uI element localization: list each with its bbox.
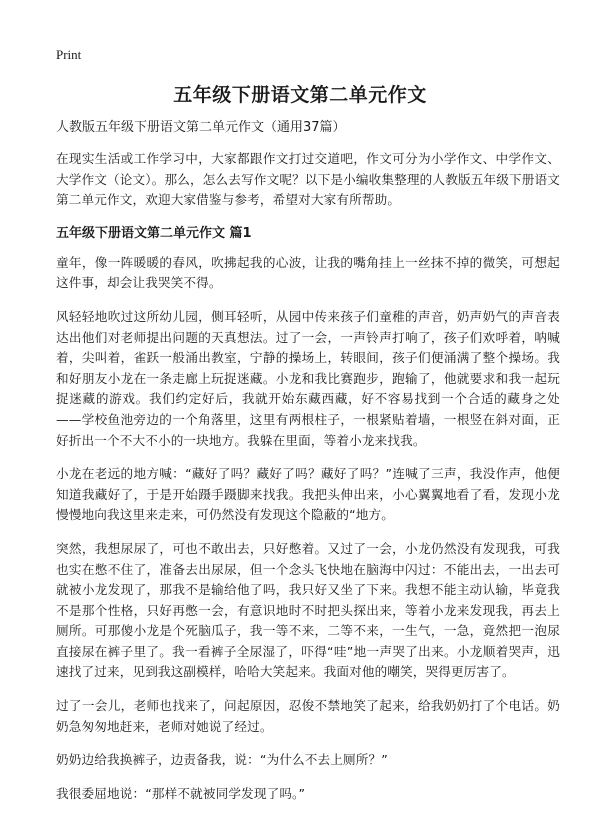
- body-paragraph: 奶奶边给我换裤子，边责备我，说：“为什么不去上厕所？”: [56, 752, 388, 768]
- document-body: [56, 118, 560, 817]
- body-paragraph: 我很委屈地说：“那样不就被同学发现了吗。”: [56, 785, 306, 801]
- document-subtitle: 人教版五年级下册语文第二单元作文（通用37篇）: [56, 120, 346, 135]
- body-paragraph: 过了一会儿，老师也找来了，问起原因，忍俊不禁地笑了起来，给我奶奶打了个电话。奶奶急匆匆地赶来，老师对她说了经过。: [56, 698, 560, 734]
- body-paragraph: 风轻轻地吹过这所幼儿园，侧耳轻听，从园中传来孩子们童稚的声音，奶声奶气的声音表达出他们对老师提出问题的天真想法。过了一会，一声铃声打响了，孩子们欢呼着，呐喊着，尖叫着，雀跃一般涌出教室，宁静的操场上，转眼间，孩子们便涌满了整个操场。我和好朋友小龙在一条走廊上玩捉迷藏。小龙和我比赛跑步，跑输了，他就要求和我一起玩捉迷藏的游戏。我们约定好后，我就开始东藏西藏，好不容易找到一个合适的藏身之处——学校鱼池旁边的一个角落里，这里有两根柱子，一根紧贴着墙，一根竖在斜对面，正好折出一个不大不小的一块地方。我躲在里面，等着小龙来找我。: [56, 308, 560, 448]
- body-paragraph: 童年，像一阵暖暖的春风，吹拂起我的心波，让我的嘴角挂上一丝抹不掉的微笑，可想起这件事，却会让我哭笑不得。: [56, 254, 560, 291]
- page-title: 五年级下册语文第二单元作文: [173, 84, 427, 106]
- body-paragraph: 突然，我想尿尿了，可也不敢出去，只好憋着。又过了一会，小龙仍然没有发现我，可我也实在憋不住了，准备去出尿尿，但一个念头飞快地在脑海中闪过：不能出去，一出去可就被小龙发现了，那我不是输给他了吗，我只好又坐了下来。我想不能主动认输，毕竟我不是那个性格，只好再憋一会，有意识地时不时把头探出来，等着小龙来发现我，再去上厕所。可那傻小龙是个死脑瓜子，我一等不来，二等不来，一生气，一急，竟然把一泡尿直接尿在裤子里了。我一看裤子全尿湿了，吓得“哇”地一声哭了出来。小龙顺着哭声，迅速找了过来，见到我这副模样，哈哈大笑起来。我面对他的嘲笑，哭得更厉害了。: [56, 540, 560, 680]
- intro-paragraph: 在现实生活或工作学习中，大家都跟作文打过交道吧，作文可分为小学作文、中学作文、大学作文（论文）。那么，怎么去写作文呢？以下是小编收集整理的人教版五年级下册语文第二单元作文，欢迎大家借鉴与参考，希望对大家有所帮助。: [56, 151, 560, 208]
- print-link[interactable]: Print: [56, 47, 82, 62]
- section-heading: 五年级下册语文第二单元作文 篇1: [56, 225, 252, 241]
- body-paragraph: 小龙在老远的地方喊：“藏好了吗？藏好了吗？藏好了吗？”连喊了三声，我没作声，他便知道我藏好了，于是开始蹑手蹑脚来找我。我把头伸出来，小心翼翼地看了看，发现小龙慢慢地向我这里来走来，可仍然没有发现这个隐蔽的“地方。: [56, 466, 560, 523]
